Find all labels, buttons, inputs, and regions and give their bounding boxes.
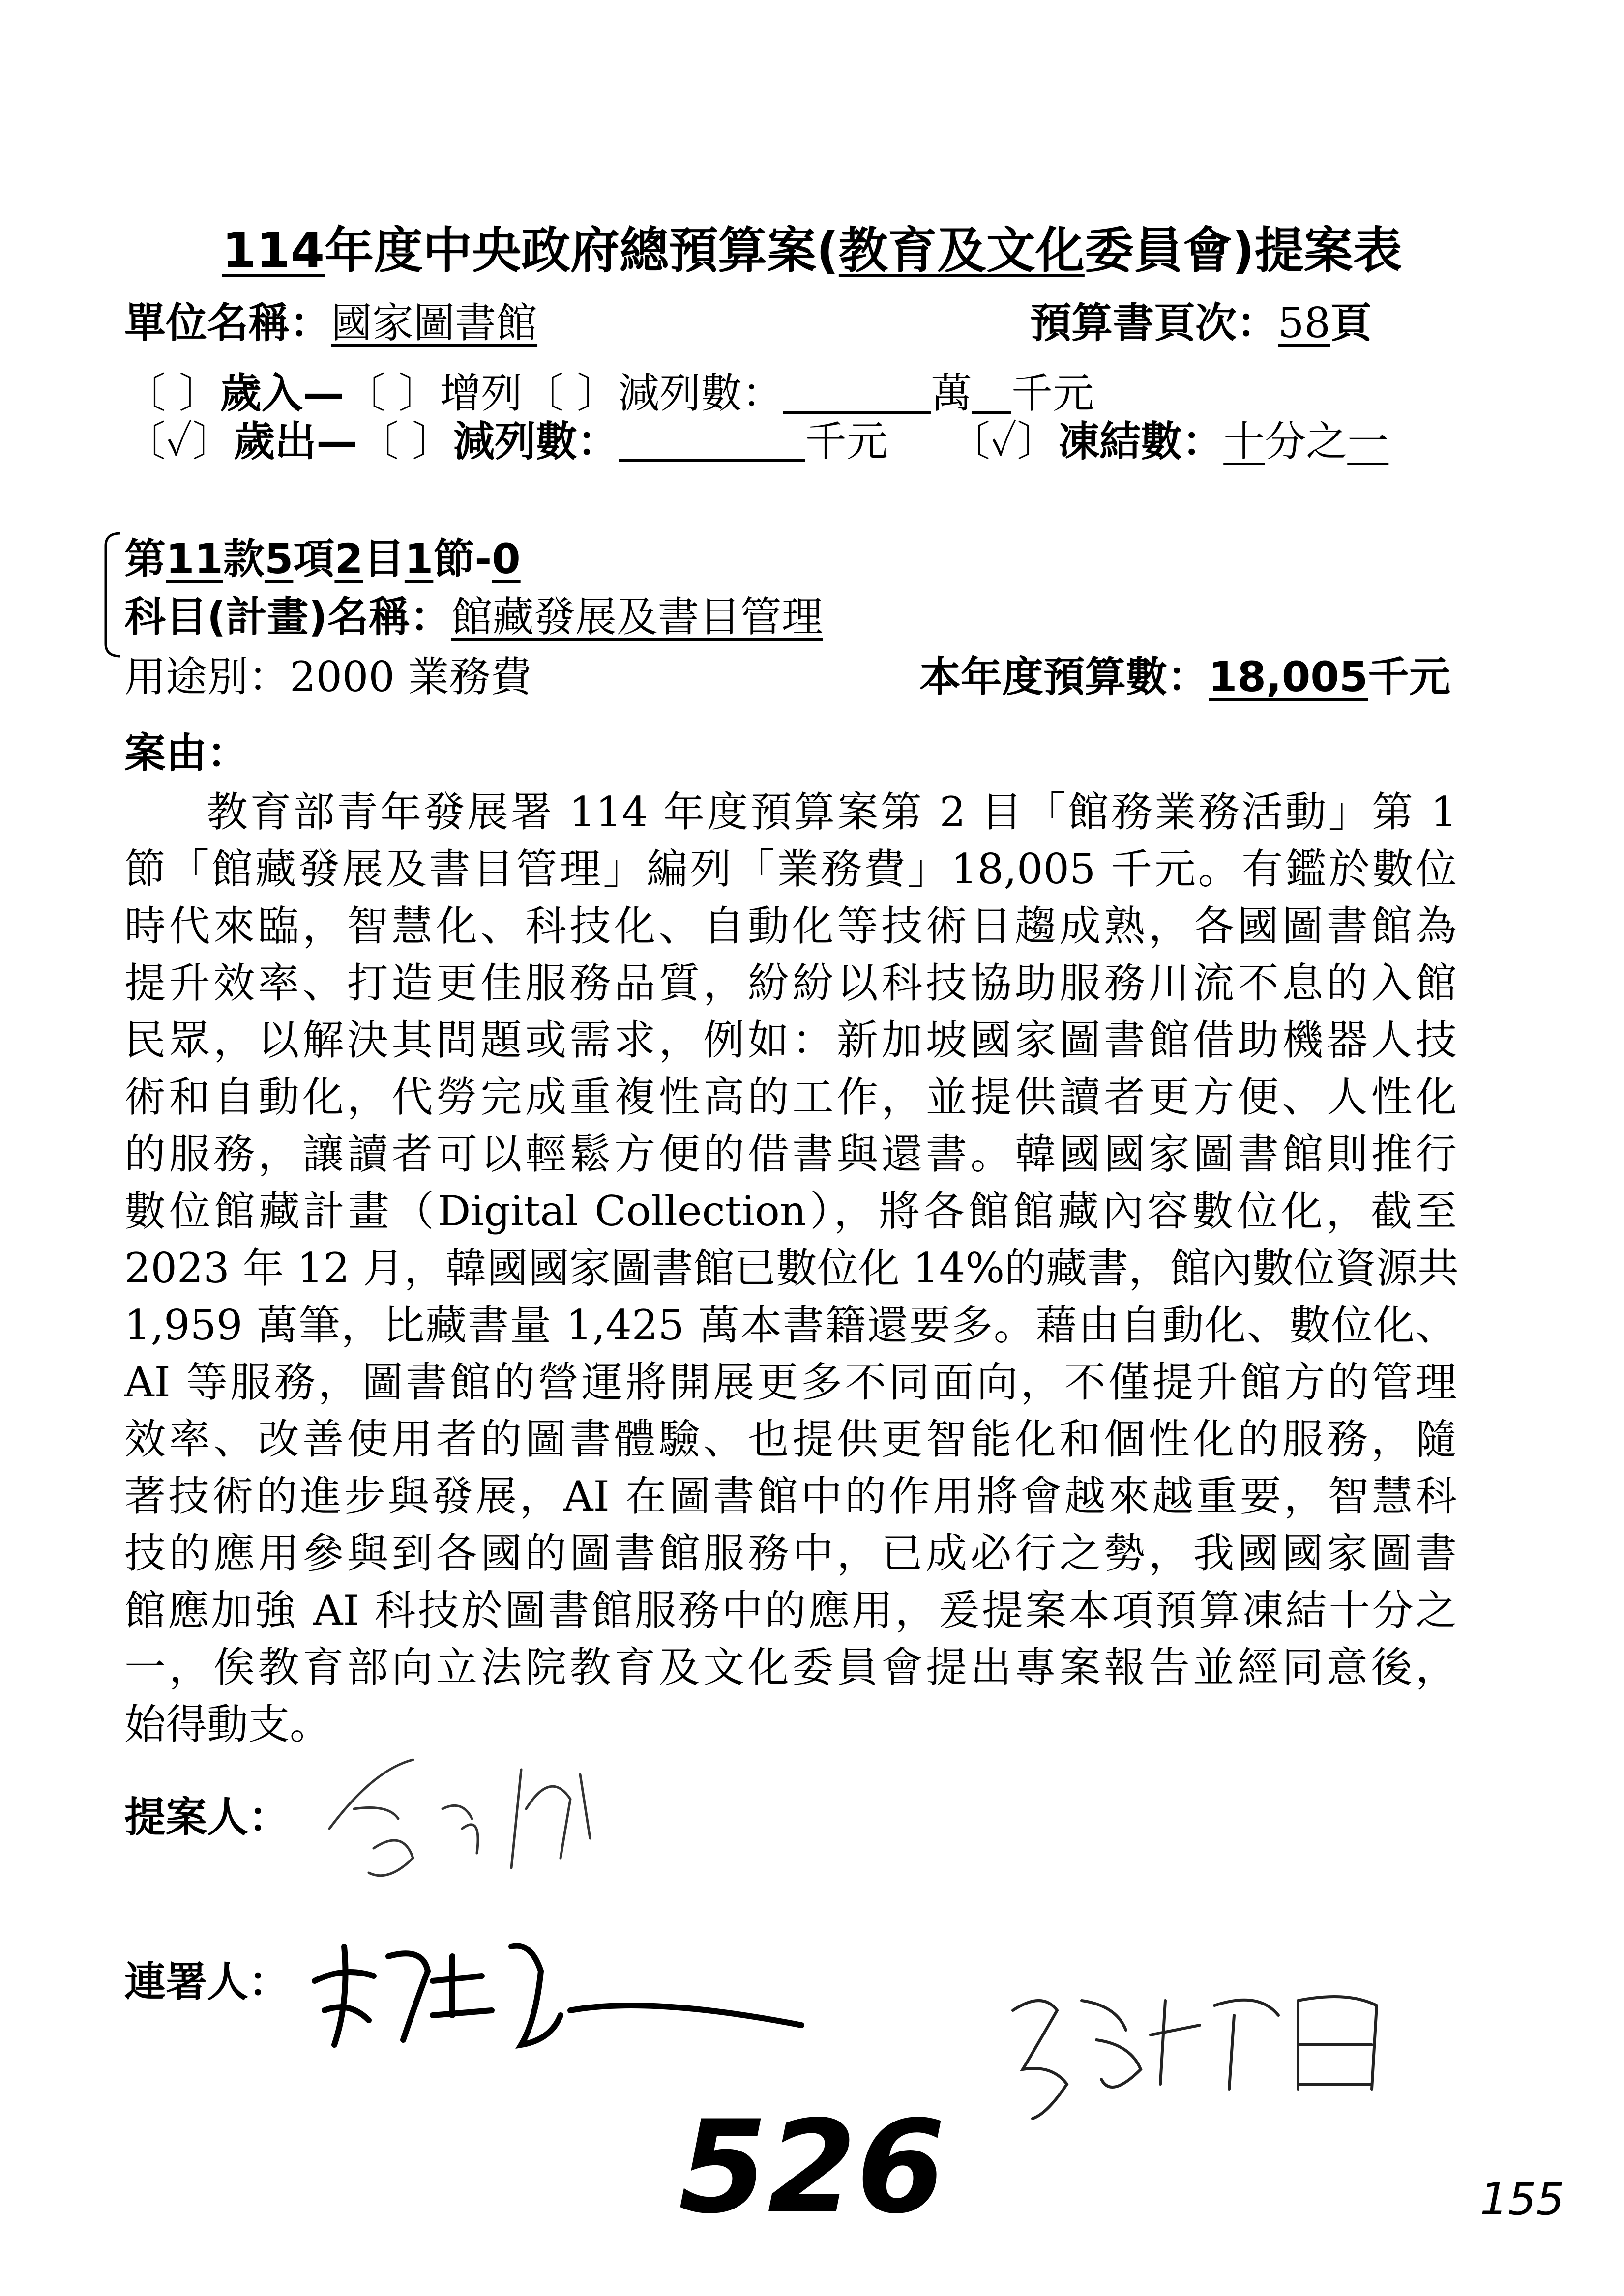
proposer-signature — [315, 1740, 659, 1897]
cosigner-signature-1 — [305, 1927, 846, 2074]
freeze-value-end: 一 — [1347, 417, 1389, 465]
checkbox-revenue: 〔 〕 — [124, 369, 220, 417]
reason-line: 2023 年 12 月，韓國國家圖書館已數位化 14%的藏書，館內數位資源共 — [124, 1244, 1459, 1292]
xiang-label: 項 — [293, 535, 335, 583]
reason-line: 教育部青年發展署 114 年度預算案第 2 目「館務業務活動」第 1 — [207, 788, 1457, 836]
program-value: 館藏發展及書目管理 — [451, 593, 823, 641]
reason-line: 數位館藏計畫（Digital Collection），將各館館藏內容數位化，截至 — [124, 1187, 1457, 1235]
mu-value: 2 — [334, 535, 363, 583]
unit-label: 單位名稱： — [124, 299, 331, 347]
revenue-row — [124, 369, 1094, 417]
kuan-label: 款 — [223, 535, 265, 583]
title-text: 年度中央政府總預算案( — [325, 222, 839, 279]
reason-line: AI 等服務，圖書館的營運將開展更多不同面向，不僅提升館方的管理 — [124, 1358, 1457, 1406]
jie-label: 節- — [433, 535, 492, 583]
freeze-value: 十 — [1223, 417, 1265, 465]
mu-label: 目 — [363, 535, 405, 583]
page-number: 155 — [1480, 2174, 1565, 2225]
wan-label: 萬 — [931, 369, 973, 417]
decrease-label: 減列數： — [618, 369, 784, 417]
program-label: 科目(計畫)名稱： — [124, 593, 451, 641]
budget-unit: 千元 — [1368, 653, 1451, 701]
page-suffix: 頁 — [1330, 299, 1372, 347]
kuan-value: 11 — [166, 535, 223, 583]
freeze-label: 凍結數： — [1058, 417, 1224, 465]
unit-name — [124, 299, 538, 347]
budget-value: 18,005 — [1209, 653, 1368, 701]
revenue-label: 歲入— — [220, 369, 344, 417]
reason-line: 提升效率、打造更佳服務品質，紛紛以科技協助服務川流不息的入館 — [124, 959, 1457, 1007]
title-year: 114 — [222, 222, 325, 279]
annual-budget — [919, 653, 1451, 701]
cosigner-signature-2 — [1003, 1971, 1406, 2133]
page-value: 58 — [1278, 299, 1330, 347]
expense-label: 歲出— — [234, 417, 358, 465]
page-label: 預算書頁次： — [1030, 299, 1278, 347]
checkbox-decrease: 〔 〕 — [357, 417, 453, 465]
reason-line: 館應加強 AI 科技於圖書館服務中的應用，爰提案本項預算凍結十分之 — [124, 1586, 1457, 1634]
cosigner-label: 連署人： — [124, 1958, 290, 2006]
extra-value: 0 — [492, 535, 521, 583]
bracket-icon — [101, 531, 125, 659]
xiang-value: 5 — [264, 535, 294, 583]
qian-label: 千元 — [1011, 369, 1094, 417]
handwritten-number: 526 — [679, 2093, 945, 2242]
checkbox-expense: 〔✓〕 — [124, 417, 234, 465]
usage-category: 用途別：2000 業務費 — [124, 653, 532, 701]
section-di: 第 — [124, 535, 166, 583]
checkbox-decrease: 〔 〕 — [522, 369, 619, 417]
reason-line: 的服務，讓讀者可以輕鬆方便的借書與還書。韓國國家圖書館則推行 — [124, 1130, 1457, 1178]
expense-row — [124, 417, 888, 465]
checkbox-increase: 〔 〕 — [344, 369, 440, 417]
budget-page — [1030, 299, 1372, 347]
title-committee: 教育及文化 — [838, 222, 1085, 279]
jie-value: 1 — [404, 535, 434, 583]
reason-line: 一，俟教育部向立法院教育及文化委員會提出專案報告並經同意後， — [124, 1643, 1457, 1691]
freeze-value-mid: 分之 — [1265, 417, 1348, 465]
proposer-label: 提案人： — [124, 1793, 290, 1841]
section-code — [124, 535, 521, 583]
page-title — [0, 222, 1624, 279]
checkbox-freeze: 〔✓〕 — [949, 417, 1059, 465]
reason-line: 民眾，以解決其問題或需求，例如：新加坡國家圖書館借助機器人技 — [124, 1016, 1457, 1064]
reason-line: 技的應用參與到各國的圖書館服務中，已成必行之勢，我國國家圖書 — [124, 1529, 1457, 1577]
qian-label: 千元 — [805, 417, 888, 465]
blank-amount — [619, 425, 805, 462]
freeze-row — [949, 417, 1389, 465]
reason-line: 著技術的進步與發展，AI 在圖書館中的作用將會越來越重要，智慧科 — [124, 1472, 1457, 1520]
increase-label: 增列 — [440, 369, 523, 417]
program-name — [124, 593, 823, 641]
reason-line: 時代來臨，智慧化、科技化、自動化等技術日趨成熟，各國圖書館為 — [124, 902, 1457, 950]
reason-line: 始得動支。 — [124, 1700, 331, 1748]
reason-line: 1,959 萬筆，比藏書量 1,425 萬本書籍還要多。藉由自動化、數位化、 — [124, 1301, 1457, 1349]
blank-qian — [972, 377, 1011, 414]
reason-heading: 案由： — [124, 729, 249, 777]
unit-value: 國家圖書館 — [331, 299, 538, 347]
blank-wan — [783, 377, 931, 414]
budget-label: 本年度預算數： — [919, 653, 1209, 701]
reason-line: 術和自動化，代勞完成重複性高的工作，並提供讀者更方便、人性化 — [124, 1073, 1457, 1121]
decrease-label: 減列數： — [453, 417, 619, 465]
reason-line: 效率、改善使用者的圖書體驗、也提供更智能化和個性化的服務，隨 — [124, 1415, 1457, 1463]
title-text-end: 委員會)提案表 — [1084, 222, 1402, 279]
reason-line: 節「館藏發展及書目管理」編列「業務費」18,005 千元。有鑑於數位 — [124, 845, 1457, 893]
